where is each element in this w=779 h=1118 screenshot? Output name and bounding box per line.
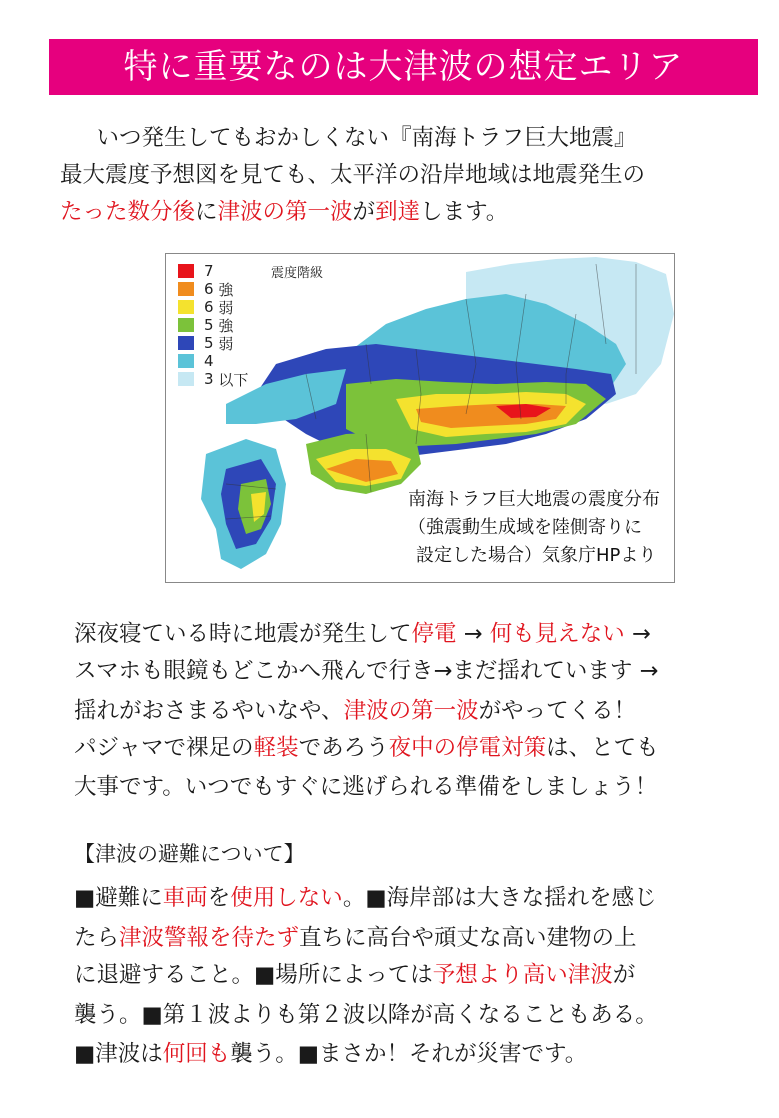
text: が — [612, 962, 636, 988]
body-line-2: スマホも眼鏡もどこかへ飛んで行き→まだ揺れています → — [74, 658, 659, 684]
legend-label: 4 — [204, 352, 214, 370]
body-line-1 — [74, 617, 651, 652]
text: 襲う。■まさか！それが災害です。 — [230, 1041, 588, 1067]
text: 直ちに高台や頑丈な高い建物の上 — [299, 925, 637, 951]
text: がやってくる！ — [478, 698, 637, 724]
map-caption-line: 設定した場合）気象庁HPより — [416, 545, 657, 566]
text: します。 — [420, 199, 509, 225]
text: に — [195, 199, 218, 225]
legend-sublabel: 弱 — [218, 298, 234, 317]
evac-line-4: 襲う。■第１波よりも第２波以降が高くなることもある。 — [74, 1002, 658, 1028]
highlight-text: 軽装 — [253, 735, 299, 761]
map-caption-line: （強震動生成域を陸側寄りに — [408, 517, 642, 538]
legend-sublabel: 強 — [218, 280, 234, 299]
legend-label: 5 — [204, 316, 214, 334]
legend-label: 7 — [204, 262, 214, 280]
text: ■避難に — [74, 885, 163, 911]
legend-item — [178, 316, 248, 334]
text: は、とても — [546, 735, 659, 761]
legend-label: 6 — [204, 298, 214, 316]
text: 揺れがおさまるやいなや、 — [74, 698, 344, 724]
text: に退避すること。■場所によっては — [74, 962, 433, 988]
text: たら — [74, 925, 120, 951]
legend-swatch — [178, 318, 194, 332]
highlight-text: 何回も — [162, 1041, 231, 1067]
legend-swatch — [178, 282, 194, 296]
body-line-5: 大事です。いつでもすぐに逃げられる準備をしましょう！ — [74, 774, 658, 800]
text: を — [207, 885, 231, 911]
evac-line-1 — [74, 881, 657, 916]
evac-line-2 — [74, 921, 637, 956]
highlight-text: たった数分後 — [60, 199, 196, 225]
legend-sublabel: 強 — [218, 316, 234, 335]
legend-label: 5 — [204, 334, 214, 352]
evacuation-heading: 【津波の避難について】 — [74, 842, 305, 866]
text: パジャマで裸足の — [74, 735, 254, 761]
legend-item — [178, 334, 248, 352]
highlight-text: 何も見えない — [489, 621, 625, 647]
evac-line-3 — [74, 958, 635, 993]
legend-swatch — [178, 372, 194, 386]
legend-item — [178, 352, 248, 370]
legend-sublabel: 弱 — [218, 334, 234, 353]
legend-swatch — [178, 336, 194, 350]
highlight-text: 車両 — [162, 885, 208, 911]
legend-item — [178, 370, 248, 388]
text: が — [352, 199, 376, 225]
page-title-banner: 特に重要なのは大津波の想定エリア — [49, 39, 758, 95]
text: → — [456, 621, 490, 647]
legend-title: 震度階級 — [271, 266, 324, 281]
legend-swatch — [178, 264, 194, 278]
highlight-text: 到達 — [375, 199, 421, 225]
highlight-text: 津波の第一波 — [343, 698, 479, 724]
map-legend — [178, 262, 248, 388]
highlight-text: 津波の第一波 — [217, 199, 353, 225]
highlight-text: 津波警報を待たず — [119, 925, 300, 951]
legend-swatch — [178, 300, 194, 314]
text: であろう — [298, 735, 389, 761]
body-line-3 — [74, 694, 636, 729]
body-line-4 — [74, 731, 659, 766]
intro-line-1: いつ発生してもおかしくない『南海トラフ巨大地震』 — [74, 125, 637, 151]
highlight-text: 夜中の停電対策 — [388, 735, 547, 761]
legend-item — [178, 262, 248, 280]
text: ■津波は — [74, 1041, 163, 1067]
legend-sublabel: 以下 — [218, 370, 249, 389]
legend-swatch — [178, 354, 194, 368]
seismic-intensity-map — [165, 253, 675, 583]
text: 深夜寝ている時に地震が発生して — [74, 621, 412, 647]
legend-label: 6 — [204, 280, 214, 298]
highlight-text: 使用しない — [230, 885, 343, 911]
map-caption-line: 南海トラフ巨大地震の震度分布 — [408, 489, 660, 510]
intro-line-2: 最大震度予想図を見ても、太平洋の沿岸地域は地震発生の — [60, 162, 646, 188]
intro-line-3 — [60, 195, 508, 230]
evac-line-5 — [74, 1037, 587, 1072]
text: → — [624, 621, 651, 647]
legend-label: 3 — [204, 370, 214, 388]
legend-item — [178, 298, 248, 316]
map-caption — [408, 486, 660, 570]
highlight-text: 予想より高い津波 — [432, 962, 613, 988]
text: 。■海岸部は大きな揺れを感じ — [342, 885, 657, 911]
legend-item — [178, 280, 248, 298]
highlight-text: 停電 — [411, 621, 457, 647]
